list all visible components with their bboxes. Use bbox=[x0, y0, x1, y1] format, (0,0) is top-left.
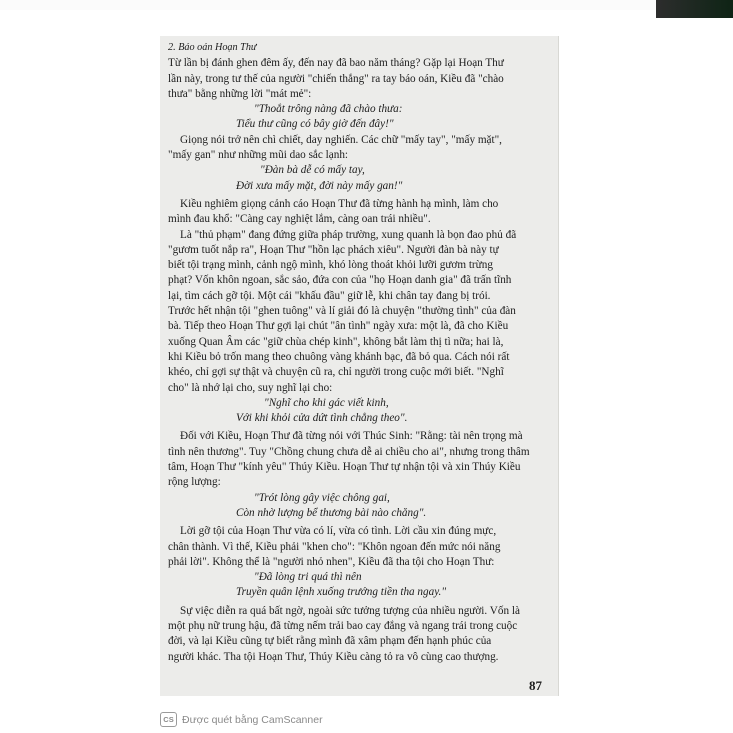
verse-line: "Đã lòng tri quá thì nên bbox=[254, 571, 362, 584]
text-line: khi Kiều bỏ trốn mang theo chuông vàng khánh bạc, đã bỏ qua. Cách nói rất bbox=[168, 350, 510, 363]
text-line: Đối với Kiều, Hoạn Thư đã từng nói với Thúc Sinh: "Rằng: tài nên trọng mà bbox=[180, 430, 523, 443]
text-line: một phụ nữ trung hậu, đã từng nếm trải bao cay đắng và ngang trái trong cuộc bbox=[168, 619, 518, 632]
verse-line: Với khi khỏi cửa dứt tình chẳng theo". bbox=[236, 412, 408, 425]
text-line: phải lời". Không thể là "người nhỏ nhen", Kiều đã tha tội cho Hoạn Thư: bbox=[168, 555, 495, 568]
text-line: tình nên thương". Tuy "Chồng chung chưa dễ ai chiều cho ai", nhưng trong thâm bbox=[168, 445, 530, 458]
text-line: Trước hết nhận tội "ghen tuông" và lí giải đó là chuyện "thường tình" của đàn bbox=[168, 305, 516, 318]
text-line: Kiều nghiêm giọng cảnh cáo Hoạn Thư đã từng hành hạ mình, làm cho bbox=[180, 197, 499, 210]
text-line: lần này, trong tư thế của người "chiến thắng" ra tay báo oán, Kiều đã "chào bbox=[168, 72, 504, 85]
text-line: rộng lượng: bbox=[168, 476, 221, 489]
text-line: biết tội trạng mình, cảnh ngộ mình, khó lòng thoát khỏi lưỡi gươm trừng bbox=[168, 259, 493, 272]
text-line: bà. Tiếp theo Hoạn Thư gợi lại chút "ân tình" ngày xưa: một là, đã cho Kiều bbox=[168, 320, 509, 333]
text-line: "mấy gan" như những mũi dao sắc lạnh: bbox=[168, 149, 349, 162]
verse-line: Còn nhờ lượng bể thương bài nào chăng". bbox=[236, 506, 427, 519]
book-page bbox=[160, 36, 558, 696]
text-line: xuống Quan Âm các "giữ chùa chép kinh", không bắt làm thị tì nữa; hai là, bbox=[168, 335, 504, 348]
verse-line: "Nghĩ cho khi gác viết kinh, bbox=[264, 396, 389, 409]
text-line: Lời gỡ tội của Hoạn Thư vừa có lí, vừa có tình. Lời cầu xin đúng mực, bbox=[180, 525, 497, 538]
page-body-text bbox=[168, 40, 556, 665]
verse-line: "Thoắt trông nàng đã chào thưa: bbox=[254, 103, 403, 116]
text-line: Sự việc diễn ra quá bất ngờ, ngoài sức tưởng tượng của nhiều người. Vốn là bbox=[180, 604, 520, 617]
text-line: thưa" bằng những lời "mát mẻ": bbox=[168, 87, 312, 100]
text-line: đời, và lại Kiều cũng tự biết rằng mình đã xâm phạm đến hạnh phúc của bbox=[168, 635, 492, 648]
page-top-margin bbox=[0, 0, 733, 10]
verse-line: Đời xưa mấy mặt, đời này mấy gan!" bbox=[236, 179, 403, 192]
text-line: "gươm tuốt nắp ra", Hoạn Thư "hồn lạc phách xiêu". Người đàn bà này tự bbox=[168, 243, 499, 256]
text-line: phạt? Vốn khôn ngoan, sắc sảo, đứa con của "họ Hoạn danh gia" đã trấn tĩnh bbox=[168, 274, 512, 287]
verse-line: "Trót lòng gây việc chông gai, bbox=[254, 491, 390, 504]
text-line: người khác. Tha tội Hoạn Thư, Thúy Kiều càng tỏ ra vô cùng cao thượng. bbox=[168, 650, 499, 663]
scanner-watermark-text: Được quét bằng CamScanner bbox=[182, 713, 323, 726]
text-line: Là "thủ phạm" đang đứng giữa pháp trường, xung quanh là bọn đao phủ đã bbox=[180, 228, 517, 241]
verse-line: "Đàn bà dễ có mấy tay, bbox=[260, 164, 365, 177]
section-title: 2. Báo oán Hoạn Thư bbox=[168, 42, 257, 53]
verse-line: Tiểu thư cũng có bây giờ đến đây!" bbox=[236, 118, 394, 131]
text-line: cho" là nhớ lại cho, suy nghĩ lại cho: bbox=[168, 381, 333, 394]
text-line: Giọng nói trở nên chì chiết, day nghiến. Các chữ "mấy tay", "mấy mặt", bbox=[180, 133, 502, 146]
scanner-watermark bbox=[160, 712, 323, 727]
text-line: lại, tìm cách gỡ tội. Một cái "khấu đầu" giữ lễ, khi chân tay đang bị trói. bbox=[168, 289, 491, 302]
text-line: mình đau khổ: "Càng cay nghiệt lắm, càng oan trái nhiều". bbox=[168, 213, 431, 226]
camscanner-logo-icon: CS bbox=[160, 712, 177, 727]
book-cover-edge bbox=[656, 0, 733, 18]
page-number: 87 bbox=[529, 678, 542, 693]
text-line: Từ lần bị đánh ghen đêm ấy, đến nay đã bao năm tháng? Gặp lại Hoạn Thư bbox=[168, 57, 504, 70]
text-line: tâm, Hoạn Thư "kính yêu" Thúy Kiều. Hoạn Thư tự nhận tội và xin Thúy Kiều bbox=[168, 461, 521, 474]
text-line: khéo, chỉ gợi sự thật và chuyện cũ ra, chỉ người trong cuộc mới biết. "Nghĩ bbox=[168, 366, 504, 379]
verse-line: Truyền quân lệnh xuống trướng tiền tha ngay." bbox=[236, 586, 447, 599]
text-line: chân thành. Vì thế, Kiều phải "khen cho": "Khôn ngoan đến mức nói năng bbox=[168, 540, 501, 553]
